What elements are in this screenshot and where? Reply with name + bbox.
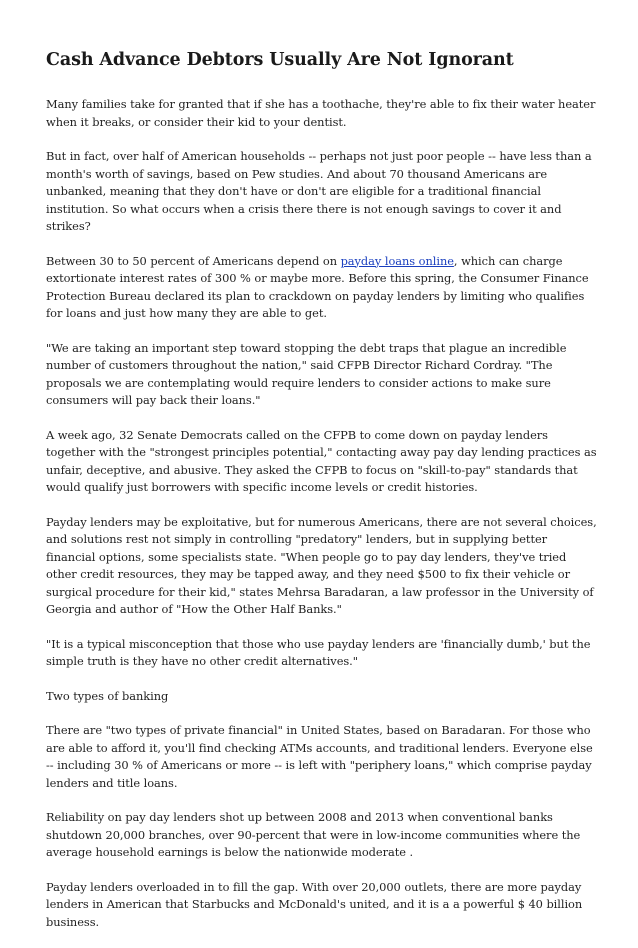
- section-heading: Two types of banking: [46, 688, 169, 703]
- paragraph-8: There are "two types of private financial" in United States, based on Baradaran. For those who are able to afford it, you'll find checking ATMs accounts, and traditional lenders. Everyone else -- including 30 % of Americans or more -- is left with "periphery loans," which comprise payday lenders and title loans.: [46, 723, 593, 790]
- paragraph-4: "We are taking an important step toward stopping the debt traps that plague an incredible number of customers throughout the nation," said CFPB Director Richard Cordray. "The proposals we are contemplating would require lenders to consider actions to make sure consumers will pay back their loans.": [46, 340, 567, 407]
- paragraph-9: Reliability on pay day lenders shot up between 2008 and 2013 when conventional banks shutdown 20,000 branches, over 90-percent that were in low-income communities where the average household earnings is below the nationwide moderate .: [46, 810, 581, 859]
- paragraph-3-after: , which can charge extortionate interest rates of 300 % or maybe more. Before this spring, the Consumer Finance Protection Bureau declared its plan to crackdown on payday lenders by limiting who qualifies for loans and just how many they are able to get.: [46, 253, 589, 320]
- document-page: [46, 45, 598, 948]
- paragraph-2: But in fact, over half of American households -- perhaps not just poor people -- have less than a month's worth of savings, based on Pew studies. And about 70 thousand Americans are unbanked, meaning that they don't have or don't are eligible for a traditional financial institution. So what occurs when a crisis there there is not enough savings to cover it and strikes?: [46, 149, 592, 233]
- paragraph-3: [46, 253, 598, 323]
- paragraph-1: Many families take for granted that if she has a toothache, they're able to fix their water heater when it breaks, or consider their kid to your dentist.: [46, 97, 596, 129]
- payday-loans-link[interactable]: payday loans online: [340, 253, 454, 268]
- paragraph-10: Payday lenders overloaded in to fill the gap. With over 20,000 outlets, there are more payday lenders in American that Starbucks and McDonald's united, and it is a a powerful $ 40 billion business.: [46, 879, 583, 929]
- paragraph-5: A week ago, 32 Senate Democrats called on the CFPB to come down on payday lenders together with the "strongest principles potential," contacting away pay day lending practices as unfair, deceptive, and abusive. They asked the CFPB to focus on "skill-to-pay" standards that would qualify just borrowers with specific income levels or credit histories.: [46, 427, 597, 494]
- paragraph-3-before: Between 30 to 50 percent of Americans depend on: [46, 253, 341, 268]
- page-title: Cash Advance Debtors Usually Are Not Ignorant: [46, 50, 514, 70]
- paragraph-6: Payday lenders may be exploitative, but for numerous Americans, there are not several choices, and solutions rest not simply in controlling "predatory" lenders, but in supplying better financial options, some specialists state. "When people go to pay day lenders, they've tried other credit resources, they may be tapped away, and they need $500 to fix their vehicle or surgical procedure for their kid," states Mehrsa Baradaran, a law professor in the University of Georgia and author of "How the Other Half Banks.": [46, 514, 597, 616]
- paragraph-7: "It is a typical misconception that those who use payday lenders are 'financially dumb,' but the simple truth is they have no other credit alternatives.": [46, 636, 591, 668]
